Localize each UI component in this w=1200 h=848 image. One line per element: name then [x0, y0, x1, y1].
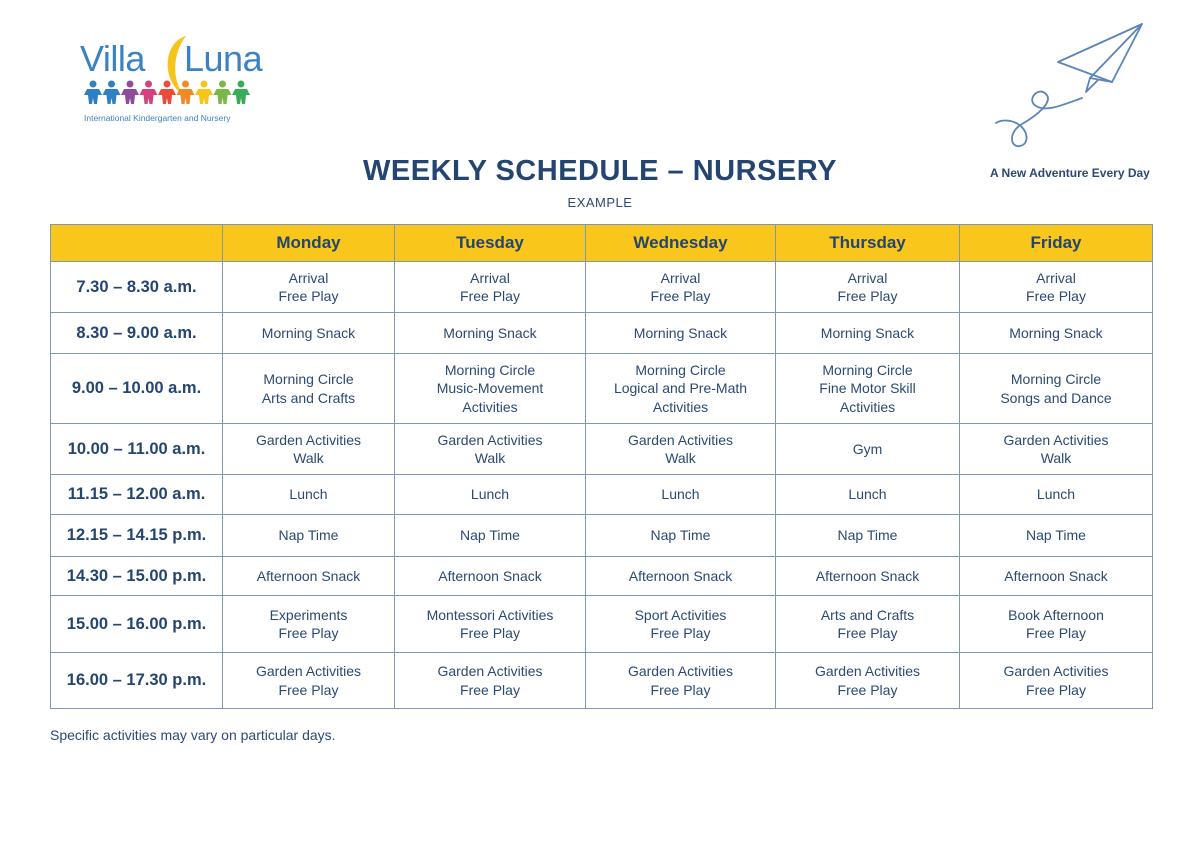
activity-cell: Nap Time — [776, 515, 960, 557]
activity-cell: Garden Activities Walk — [223, 424, 395, 475]
children-row-icon — [84, 80, 256, 106]
child-figure-icon — [177, 81, 195, 105]
activity-cell: Garden Activities Walk — [960, 424, 1153, 475]
activity-cell: Sport Activities Free Play — [586, 596, 776, 653]
activity-cell: Afternoon Snack — [586, 557, 776, 596]
child-figure-icon — [158, 81, 176, 105]
activity-cell: Morning Circle Music-Movement Activities — [395, 354, 586, 424]
time-slot: 16.00 – 17.30 p.m. — [51, 653, 223, 709]
page-title: WEEKLY SCHEDULE – NURSERY — [363, 155, 837, 187]
child-figure-icon — [140, 81, 158, 105]
day-header: Thursday — [776, 225, 960, 262]
table-row — [51, 262, 1153, 313]
activity-cell: Gym — [776, 424, 960, 475]
time-slot: 11.15 – 12.00 a.m. — [51, 475, 223, 515]
logo-word-villa: Villa — [80, 38, 145, 79]
child-figure-icon — [103, 81, 121, 105]
time-slot: 15.00 – 16.00 p.m. — [51, 596, 223, 653]
logo-tagline: International Kindergarten and Nursery — [84, 113, 231, 123]
activity-cell: Lunch — [586, 475, 776, 515]
table-row — [51, 596, 1153, 653]
slogan: A New Adventure Every Day — [990, 166, 1150, 180]
activity-cell: Nap Time — [223, 515, 395, 557]
time-slot: 7.30 – 8.30 a.m. — [51, 262, 223, 313]
logo-word-luna: Luna — [184, 38, 263, 79]
activity-cell: Lunch — [223, 475, 395, 515]
activity-cell: Afternoon Snack — [776, 557, 960, 596]
activity-cell: Arrival Free Play — [223, 262, 395, 313]
page-subtitle: EXAMPLE — [567, 195, 633, 210]
time-slot: 14.30 – 15.00 p.m. — [51, 557, 223, 596]
activity-cell: Nap Time — [960, 515, 1153, 557]
activity-cell: Afternoon Snack — [395, 557, 586, 596]
table-row — [51, 653, 1153, 709]
activity-cell: Lunch — [395, 475, 586, 515]
activity-cell: Arts and Crafts Free Play — [776, 596, 960, 653]
child-figure-icon — [195, 81, 213, 105]
activity-cell: Afternoon Snack — [223, 557, 395, 596]
time-slot: 12.15 – 14.15 p.m. — [51, 515, 223, 557]
table-row — [51, 515, 1153, 557]
weekly-schedule-table — [50, 224, 1153, 709]
activity-cell: Morning Circle Songs and Dance — [960, 354, 1153, 424]
child-figure-icon — [232, 81, 250, 105]
activity-cell: Morning Snack — [776, 313, 960, 354]
table-row — [51, 475, 1153, 515]
table-row — [51, 313, 1153, 354]
day-header: Friday — [960, 225, 1153, 262]
child-figure-icon — [84, 81, 102, 105]
activity-cell: Garden Activities Free Play — [223, 653, 395, 709]
activity-cell: Lunch — [776, 475, 960, 515]
time-slot: 9.00 – 10.00 a.m. — [51, 354, 223, 424]
activity-cell: Morning Snack — [223, 313, 395, 354]
activity-cell: Morning Circle Fine Motor Skill Activities — [776, 354, 960, 424]
activity-cell: Experiments Free Play — [223, 596, 395, 653]
activity-cell: Garden Activities Free Play — [776, 653, 960, 709]
activity-cell: Morning Snack — [960, 313, 1153, 354]
activity-cell: Garden Activities Free Play — [586, 653, 776, 709]
time-slot: 8.30 – 9.00 a.m. — [51, 313, 223, 354]
child-figure-icon — [121, 81, 139, 105]
day-header: Wednesday — [586, 225, 776, 262]
activity-cell: Book Afternoon Free Play — [960, 596, 1153, 653]
time-column-header — [51, 225, 223, 262]
activity-cell: Montessori Activities Free Play — [395, 596, 586, 653]
activity-cell: Morning Circle Arts and Crafts — [223, 354, 395, 424]
activity-cell: Garden Activities Free Play — [395, 653, 586, 709]
day-header: Monday — [223, 225, 395, 262]
activity-cell: Arrival Free Play — [395, 262, 586, 313]
activity-cell: Arrival Free Play — [586, 262, 776, 313]
activity-cell: Arrival Free Play — [960, 262, 1153, 313]
time-slot: 10.00 – 11.00 a.m. — [51, 424, 223, 475]
activity-cell: Garden Activities Walk — [395, 424, 586, 475]
table-row — [51, 354, 1153, 424]
table-row — [51, 424, 1153, 475]
paper-plane-icon — [990, 20, 1150, 155]
activity-cell: Morning Circle Logical and Pre-Math Activities — [586, 354, 776, 424]
activity-cell: Garden Activities Walk — [586, 424, 776, 475]
table-row — [51, 557, 1153, 596]
activity-cell: Garden Activities Free Play — [960, 653, 1153, 709]
activity-cell: Nap Time — [586, 515, 776, 557]
activity-cell: Nap Time — [395, 515, 586, 557]
activity-cell: Morning Snack — [395, 313, 586, 354]
activity-cell: Arrival Free Play — [776, 262, 960, 313]
footnote: Specific activities may vary on particular days. — [50, 727, 336, 743]
activity-cell: Morning Snack — [586, 313, 776, 354]
child-figure-icon — [214, 81, 232, 105]
activity-cell: Lunch — [960, 475, 1153, 515]
activity-cell: Afternoon Snack — [960, 557, 1153, 596]
table-header-row — [51, 225, 1153, 262]
day-header: Tuesday — [395, 225, 586, 262]
villa-luna-logo — [80, 32, 263, 132]
